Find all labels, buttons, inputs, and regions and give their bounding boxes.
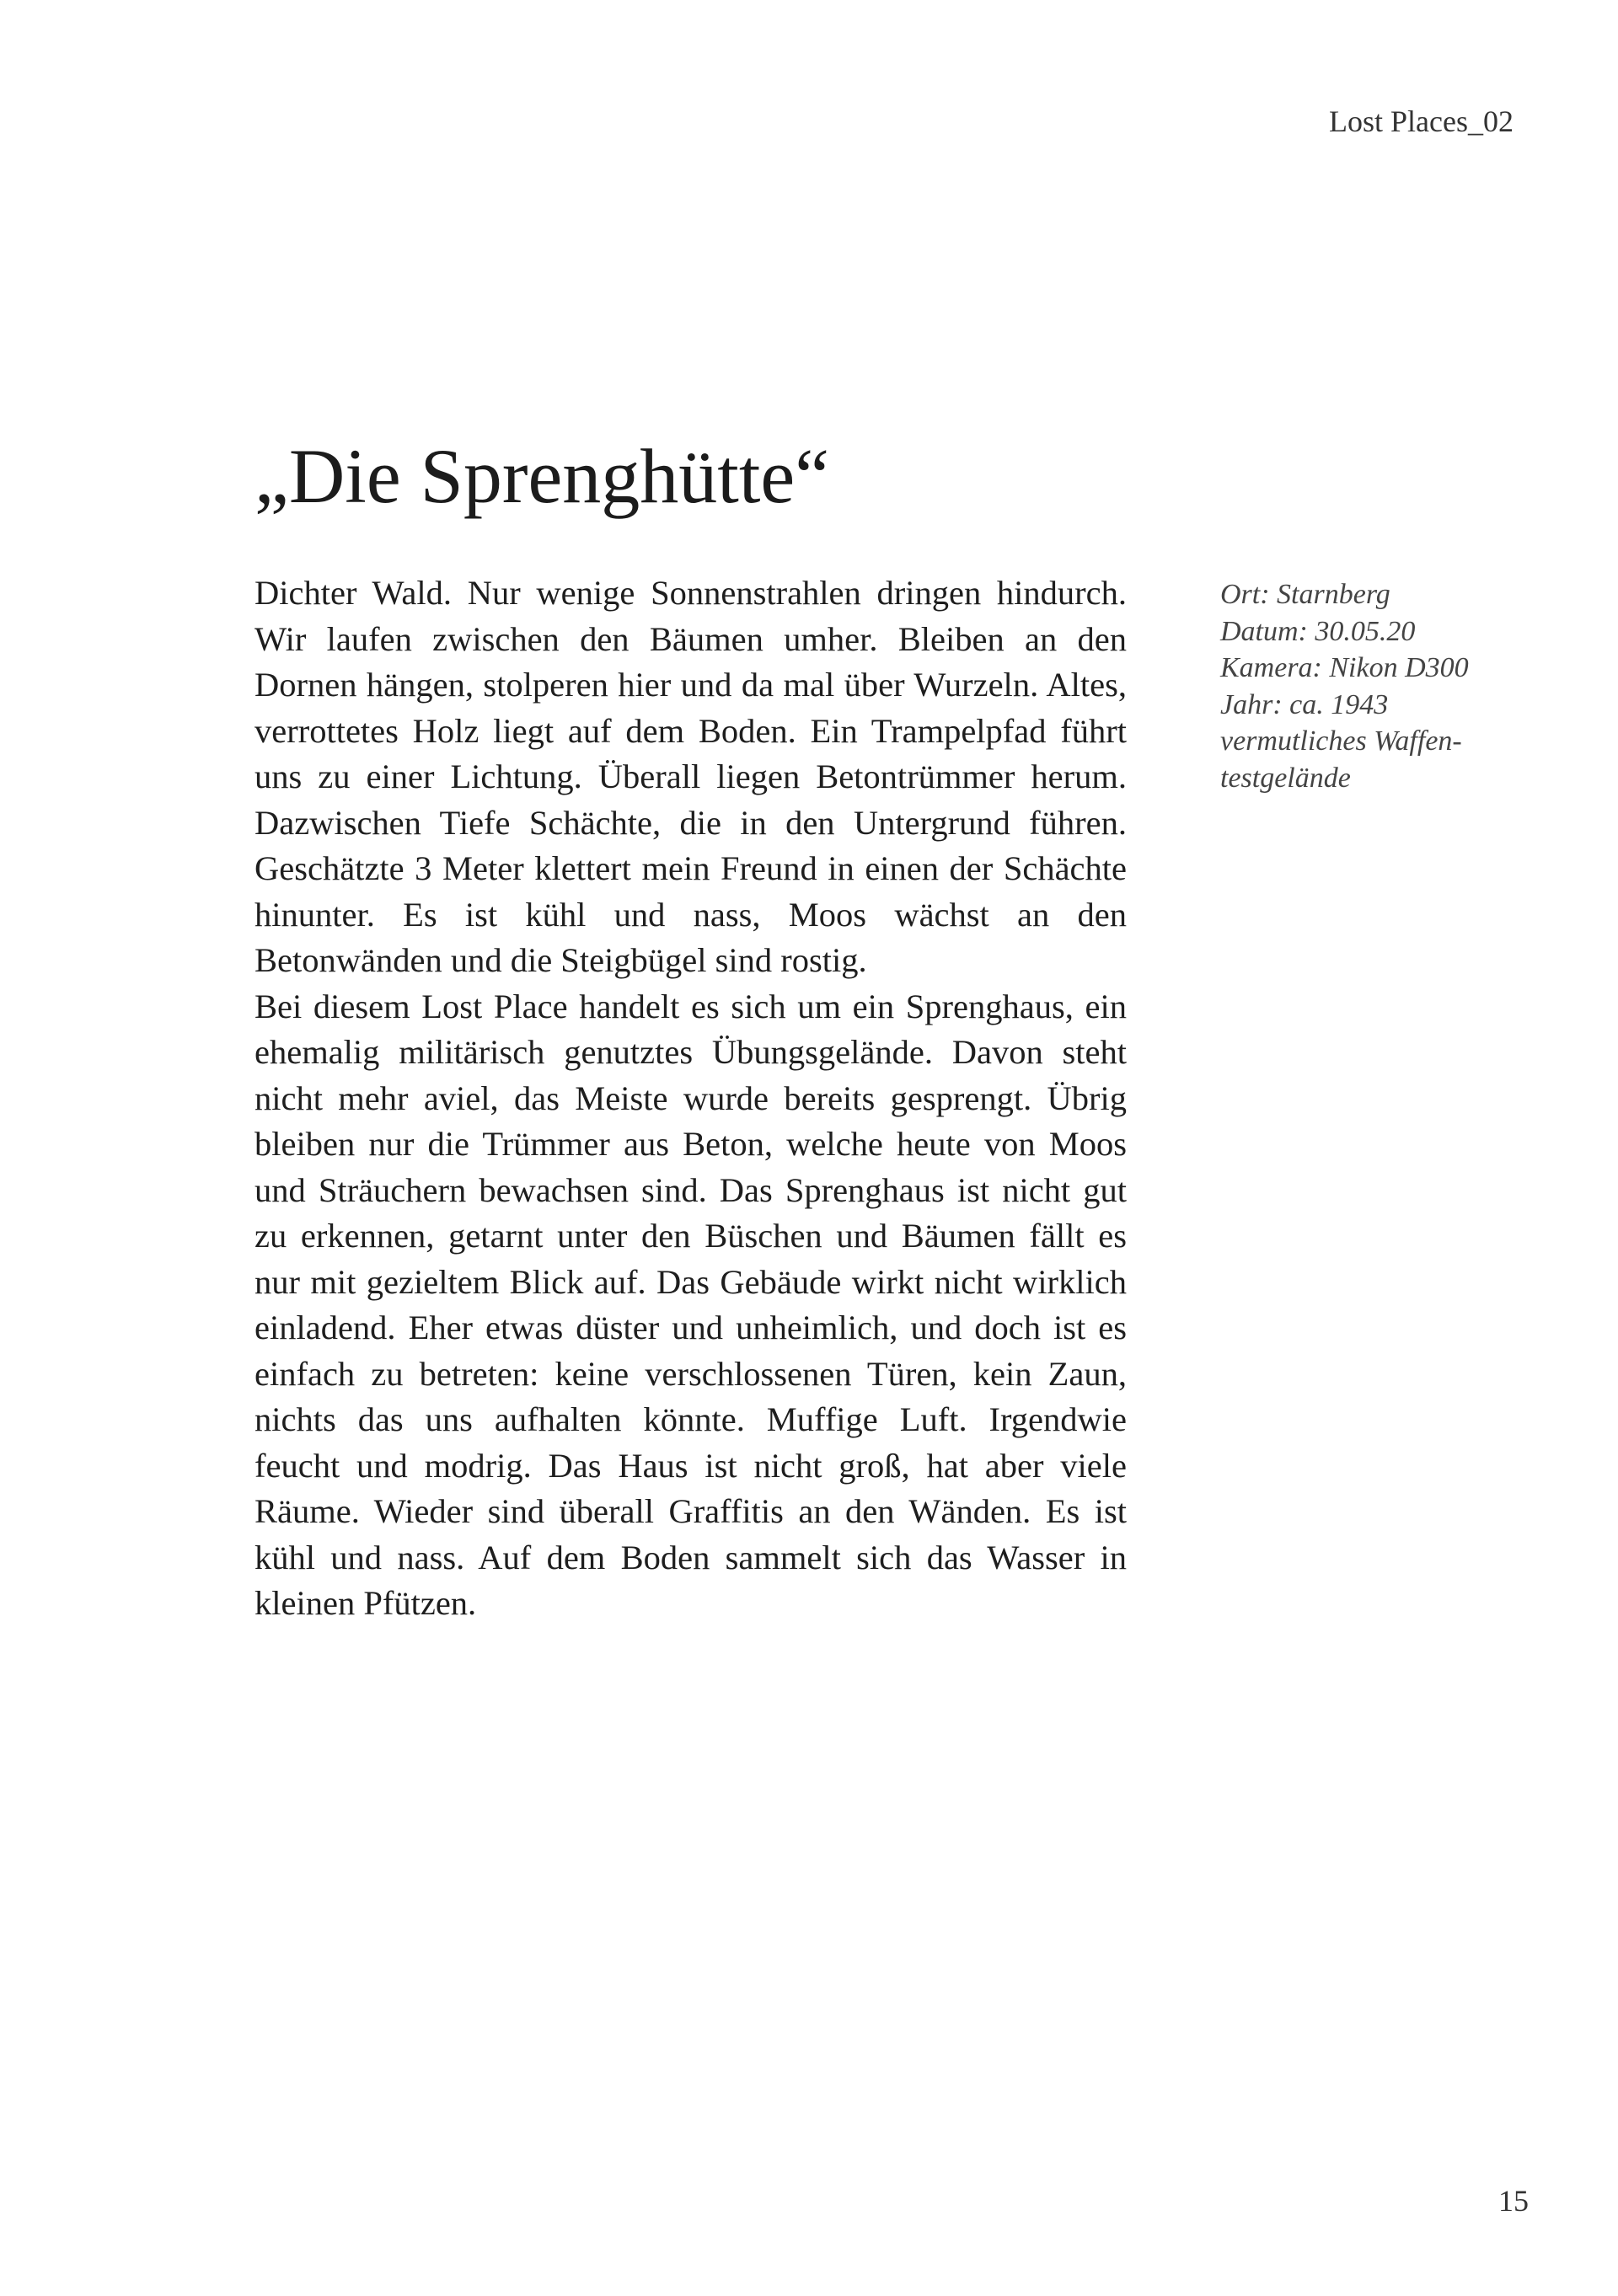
page-number: 15 xyxy=(1498,2184,1529,2218)
metadata-camera: Kamera: Nikon D300 xyxy=(1220,652,1469,683)
running-header: Lost Places_02 xyxy=(1329,104,1514,138)
article-body xyxy=(254,570,1127,1627)
photo-metadata xyxy=(1220,576,1524,796)
page-title: „Die Sprenghütte“ xyxy=(254,433,830,519)
paragraph: Dichter Wald. Nur wenige Sonnenstrahlen dringen hindurch. Wir laufen zwischen den Bäumen umher. Bleiben an den Dornen hängen, stolperen hier und da mal über Wurzeln. Altes, verrottetes Holz liegt auf dem Boden. Ein Trampelpfad führt uns zu einer Lichtung. Überall liegen Betontrümmer herum. Dazwischen Tiefe Schächte, die in den Untergrund führen. Geschätzte 3 Meter klettert mein Freund in einen der Schächte hinunter. Es ist kühl und nass, Moos wächst an den Betonwänden und die Steigbügel sind rostig. xyxy=(254,574,1127,979)
paragraph: Bei diesem Lost Place handelt es sich um ein Sprenghaus, ein ehemalig militärisch genutztes Übungsgelände. Davon steht nicht mehr aviel, das Meiste wurde bereits gesprengt. Übrig bleiben nur die Trümmer aus Beton, welche heute von Moos und Sträuchern bewachsen sind. Das Sprenghaus ist nicht gut zu erkennen, getarnt unter den Büschen und Bäumen fällt es nur mit gezieltem Blick auf. Das Gebäude wirkt nicht wirklich einladend. Eher etwas düster und unheimlich, und doch ist es einfach zu betreten: keine verschlossenen Türen, kein Zaun, nichts das uns aufhalten könnte. Muffige Luft. Irgendwie feucht und modrig. Das Haus ist nicht groß, hat aber viele Räume. Wieder sind überall Graffitis an den Wänden. Es ist kühl und nass. Auf dem Boden sammelt sich das Wasser in kleinen Pfützen. xyxy=(254,987,1127,1622)
metadata-year: Jahr: ca. 1943 xyxy=(1220,688,1389,720)
metadata-note-continued: testgelände xyxy=(1220,762,1351,794)
metadata-note: vermutliches Waffen- xyxy=(1220,725,1462,757)
metadata-date: Datum: 30.05.20 xyxy=(1220,615,1416,647)
metadata-location: Ort: Starnberg xyxy=(1220,579,1390,610)
